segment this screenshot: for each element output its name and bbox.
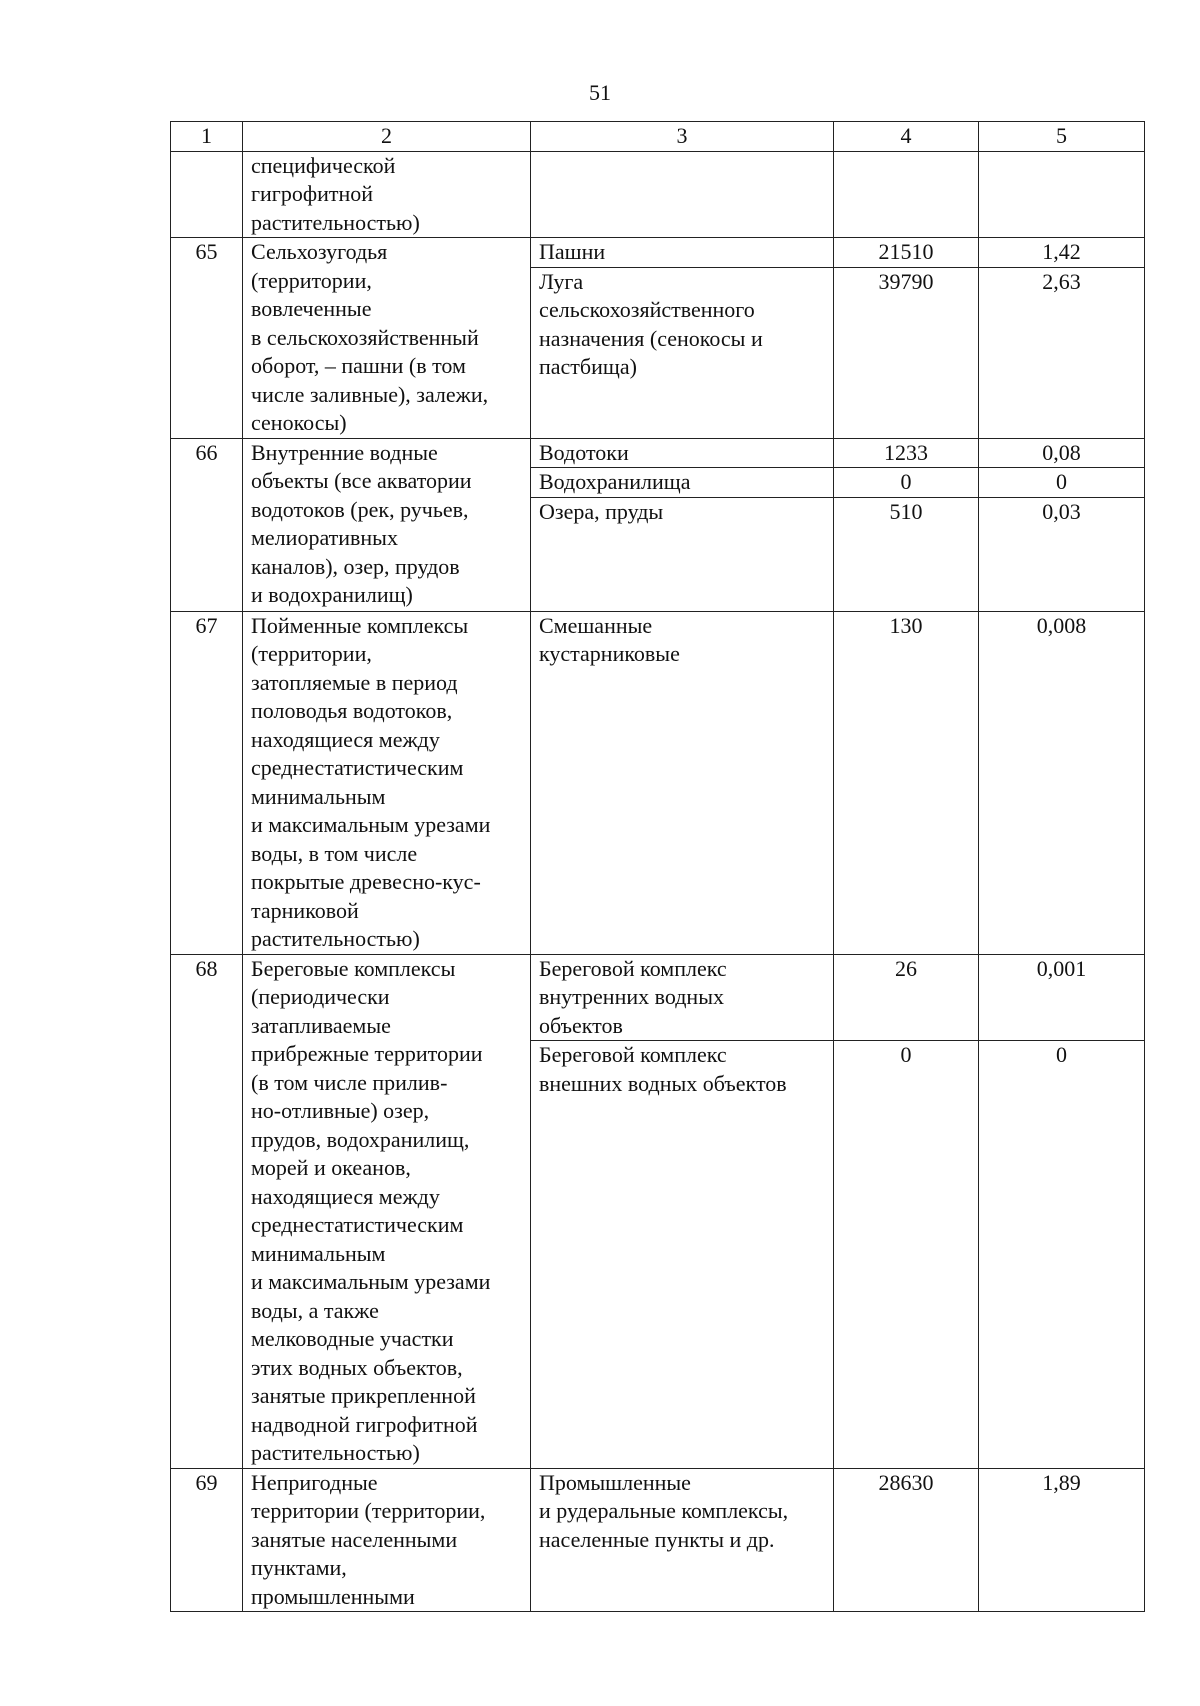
value-col5: 2,63 <box>979 267 1145 438</box>
category-description: Непригодные территории (территории, занятые населенными пунктами, промышленными <box>243 1468 531 1612</box>
value-col5 <box>979 151 1145 238</box>
row-number: 65 <box>171 238 243 439</box>
category-description: Сельхозугодья (территории, вовлеченные в сельскохозяйственный оборот, – пашни (в том числе заливные), залежи, сенокосы) <box>243 238 531 439</box>
value-col4: 21510 <box>834 238 979 268</box>
table-row <box>171 954 1145 1041</box>
column-header: 1 <box>171 122 243 152</box>
row-number: 67 <box>171 611 243 954</box>
column-header: 3 <box>531 122 834 152</box>
value-col4: 0 <box>834 1041 979 1468</box>
complex-type: Береговой комплекс внешних водных объектов <box>531 1041 834 1468</box>
table-row <box>171 151 1145 238</box>
table-row <box>171 438 1145 468</box>
page-number: 51 <box>589 80 611 105</box>
value-col5: 0,008 <box>979 611 1145 954</box>
category-description: Внутренние водные объекты (все акватории водотоков (рек, ручьев, мелиоративных каналов), озер, прудов и водохранилищ) <box>243 438 531 611</box>
category-description: Береговые комплексы (периодически затапливаемые прибрежные территории (в том числе прилив- но-отливные) озер, прудов, водохранилищ, морей и океанов, находящиеся между среднестатистическим минимальным и максимальным урезами воды, а также мелководные участки этих водных объектов, занятые прикрепленной надводной гигрофитной растительностью) <box>243 954 531 1468</box>
value-col5: 0,03 <box>979 497 1145 611</box>
row-number <box>171 151 243 238</box>
complex-type: Смешанные кустарниковые <box>531 611 834 954</box>
value-col5: 1,89 <box>979 1468 1145 1612</box>
value-col4: 130 <box>834 611 979 954</box>
complex-type <box>531 151 834 238</box>
value-col5: 1,42 <box>979 238 1145 268</box>
column-header: 2 <box>243 122 531 152</box>
table-row <box>171 1468 1145 1612</box>
complex-type: Озера, пруды <box>531 497 834 611</box>
value-col5: 0,08 <box>979 438 1145 468</box>
value-col4 <box>834 151 979 238</box>
complex-type: Водотоки <box>531 438 834 468</box>
row-number: 68 <box>171 954 243 1468</box>
table-row <box>171 238 1145 268</box>
data-table <box>170 121 1145 1612</box>
table-row <box>171 611 1145 954</box>
value-col4: 510 <box>834 497 979 611</box>
complex-type: Водохранилища <box>531 468 834 498</box>
value-col4: 0 <box>834 468 979 498</box>
category-description: специфической гигрофитной растительностью) <box>243 151 531 238</box>
value-col4: 39790 <box>834 267 979 438</box>
column-header: 5 <box>979 122 1145 152</box>
complex-type: Береговой комплекс внутренних водных объектов <box>531 954 834 1041</box>
row-number: 69 <box>171 1468 243 1612</box>
value-col5: 0 <box>979 1041 1145 1468</box>
value-col5: 0,001 <box>979 954 1145 1041</box>
value-col4: 28630 <box>834 1468 979 1612</box>
category-description: Пойменные комплексы (территории, затопляемые в период половодья водотоков, находящиеся между среднестатистическим минимальным и максимальным урезами воды, в том числе покрытые древесно-кус- тарниковой растительностью) <box>243 611 531 954</box>
value-col4: 26 <box>834 954 979 1041</box>
complex-type: Промышленные и рудеральные комплексы, населенные пункты и др. <box>531 1468 834 1612</box>
complex-type: Луга сельскохозяйственного назначения (сенокосы и пастбища) <box>531 267 834 438</box>
complex-type: Пашни <box>531 238 834 268</box>
row-number: 66 <box>171 438 243 611</box>
value-col4: 1233 <box>834 438 979 468</box>
column-header: 4 <box>834 122 979 152</box>
table-header-row <box>171 122 1145 152</box>
value-col5: 0 <box>979 468 1145 498</box>
